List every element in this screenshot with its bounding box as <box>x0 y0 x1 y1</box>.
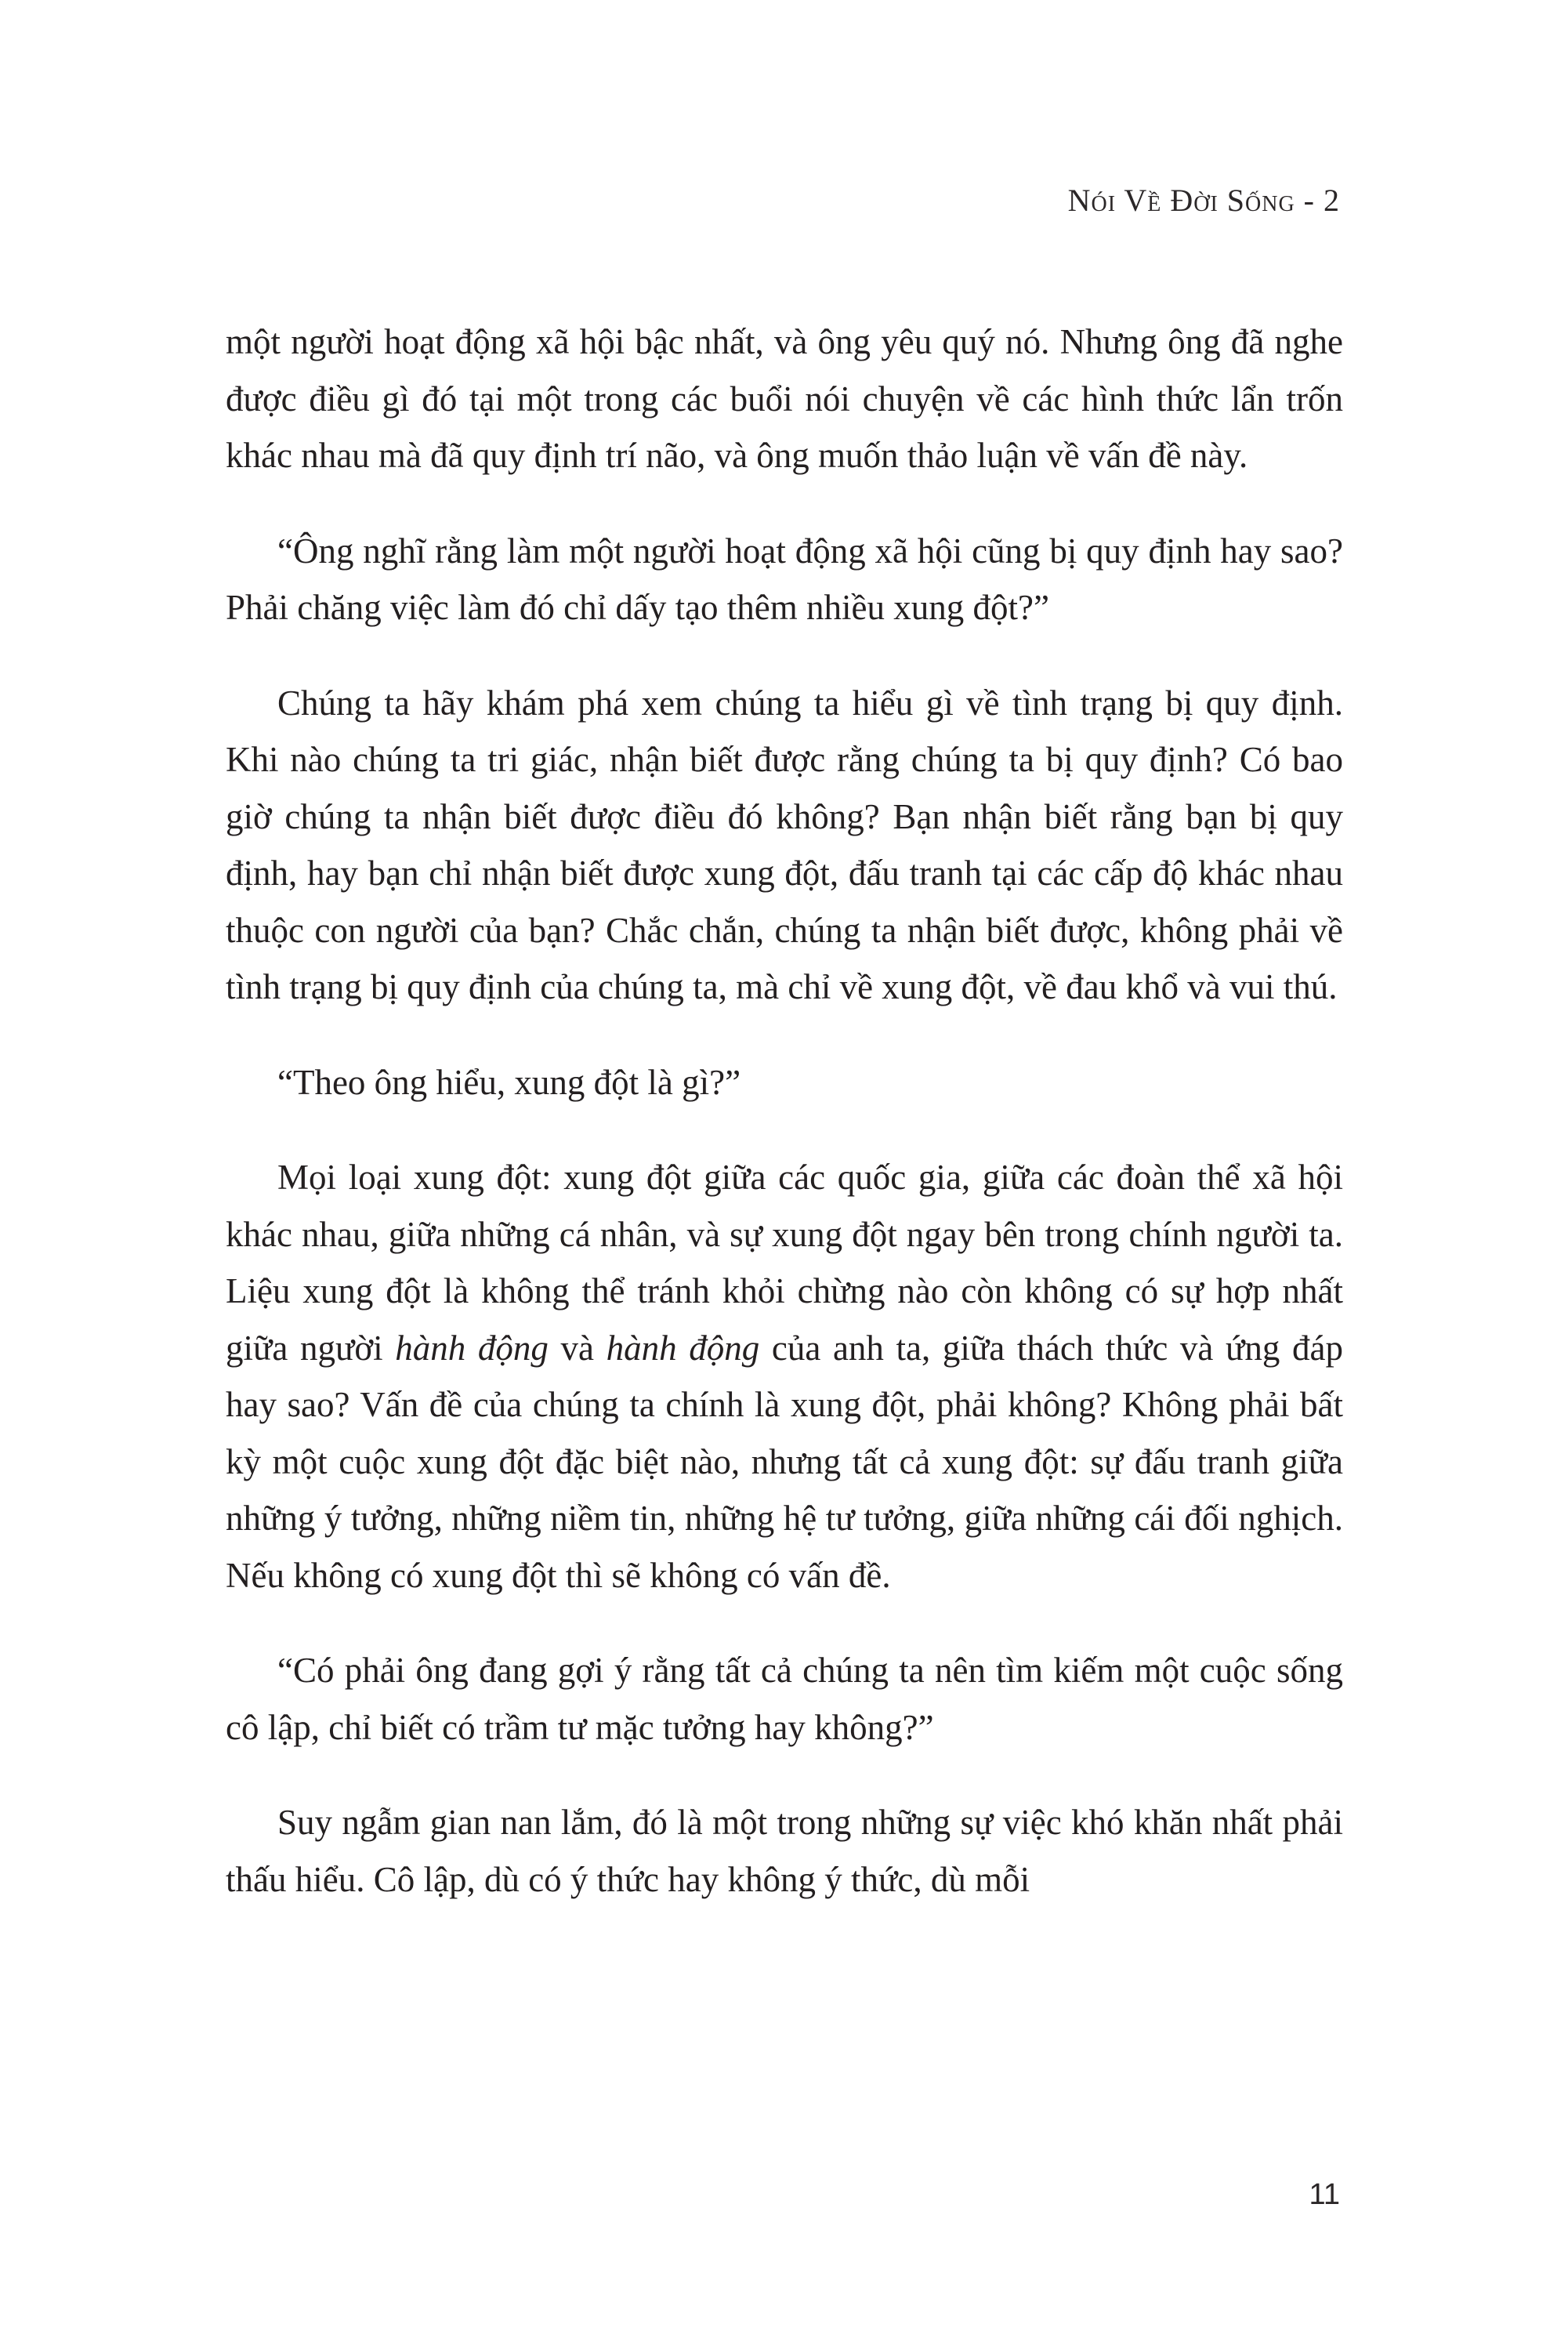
text-segment: “Ông nghĩ rằng làm một người hoạt động xã hội cũng bị quy định hay sao? Phải chăng việc làm đó chỉ dấy tạo thêm nhiều xung đột?” <box>226 531 1343 627</box>
body-text <box>226 314 1343 1908</box>
text-segment: Suy ngẫm gian nan lắm, đó là một trong những sự việc khó khăn nhất phải thấu hiểu. Cô lập, dù có ý thức hay không ý thức, dù mỗi <box>226 1803 1343 1899</box>
paragraph <box>226 523 1343 636</box>
running-header: Nói Về Đời Sống - 2 <box>1067 183 1340 218</box>
text-segment: một người hoạt động xã hội bậc nhất, và ông yêu quý nó. Nhưng ông đã nghe được điều gì đó tại một trong các buổi nói chuyện về các hình thức lẩn trốn khác nhau mà đã quy định trí não, và ông muốn thảo luận về vấn đề này. <box>226 322 1343 475</box>
text-segment: và <box>548 1328 607 1368</box>
italic-text-segment: hành động <box>395 1328 549 1368</box>
paragraph <box>226 314 1343 484</box>
paragraph <box>226 1149 1343 1604</box>
paragraph <box>226 1794 1343 1908</box>
paragraph <box>226 1642 1343 1756</box>
text-segment: của anh ta, giữa thách thức và ứng đáp hay sao? Vấn đề của chúng ta chính là xung đột, phải không? Không phải bất kỳ một cuộc xung đột đặc biệt nào, nhưng tất cả xung đột: sự đấu tranh giữa những ý tưởng, những niềm tin, những hệ tư tưởng, giữa những cái đối nghịch. Nếu không có xung đột thì sẽ không có vấn đề. <box>226 1328 1343 1595</box>
paragraph <box>226 1054 1343 1111</box>
page-number: 11 <box>1309 2178 1340 2211</box>
text-segment: “Có phải ông đang gợi ý rằng tất cả chúng ta nên tìm kiếm một cuộc sống cô lập, chỉ biết có trầm tư mặc tưởng hay không?” <box>226 1651 1343 1747</box>
text-segment: “Theo ông hiểu, xung đột là gì?” <box>277 1062 741 1102</box>
paragraph <box>226 675 1343 1016</box>
text-segment: Mọi loại xung đột: xung đột giữa các quốc gia, giữa các đoàn thể xã hội khác nhau, giữa những cá nhân, và sự xung đột ngay bên trong chính người ta. Liệu xung đột là không thể tránh khỏi chừng nào còn không có sự hợp nhất giữa người <box>226 1158 1343 1368</box>
italic-text-segment: hành động <box>606 1328 760 1368</box>
text-segment: Chúng ta hãy khám phá xem chúng ta hiểu gì về tình trạng bị quy định. Khi nào chúng ta tri giác, nhận biết được rằng chúng ta bị quy định? Có bao giờ chúng ta nhận biết được điều đó không? Bạn nhận biết rằng bạn bị quy định, hay bạn chỉ nhận biết được xung đột, đấu tranh tại các cấp độ khác nhau thuộc con người của bạn? Chắc chắn, chúng ta nhận biết được, không phải về tình trạng bị quy định của chúng ta, mà chỉ về xung đột, về đau khổ và vui thú. <box>226 683 1343 1006</box>
